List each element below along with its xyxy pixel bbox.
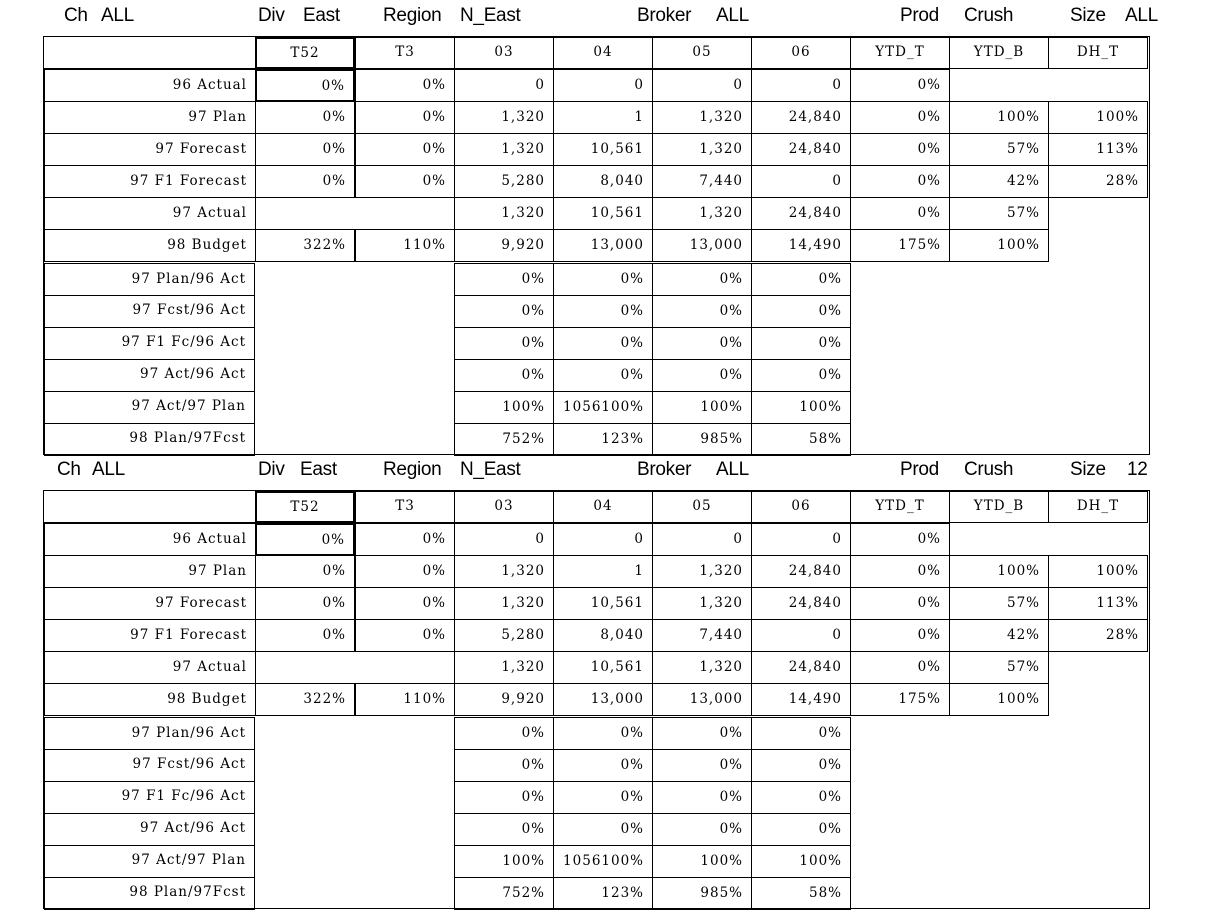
ratio-cell: 0% — [553, 359, 653, 392]
data-cell: 24,840 — [751, 651, 851, 684]
data-cell: 8,040 — [553, 619, 653, 652]
ratio-label: 97 F1 Fc/96 Act — [44, 781, 255, 814]
data-cell: 10,561 — [553, 651, 653, 684]
column-header-t3: T3 — [355, 37, 455, 69]
ratio-cell: 0% — [553, 327, 653, 360]
filter-label-3: Broker — [637, 5, 692, 26]
ratio-label: 97 Act/96 Act — [44, 359, 255, 392]
data-cell: 1,320 — [454, 197, 554, 230]
header-corner-cell — [44, 490, 256, 523]
data-cell: 0% — [355, 133, 455, 166]
ratio-cell: 0% — [751, 263, 851, 296]
data-cell: 42% — [949, 165, 1049, 198]
ratio-cell: 0% — [751, 749, 851, 782]
data-cell: 100% — [949, 683, 1049, 716]
filter-value-5: 12 — [1127, 459, 1148, 480]
data-cell: 0 — [454, 69, 554, 102]
data-cell: 8,040 — [553, 165, 653, 198]
data-cell: 0 — [553, 523, 653, 556]
data-cell: 42% — [949, 619, 1049, 652]
filter-label-0: Ch — [57, 459, 81, 480]
ratio-label: 98 Plan/97Fcst — [44, 877, 255, 910]
data-cell: 1,320 — [454, 555, 554, 588]
column-header-ytd_t: YTD_T — [850, 37, 950, 69]
data-cell: 24,840 — [751, 101, 851, 134]
row-label: 97 Actual — [44, 651, 256, 684]
data-cell: 0 — [751, 69, 851, 102]
data-cell: 1,320 — [652, 555, 752, 588]
filter-value-2: N_East — [460, 459, 521, 480]
filter-label-1: Div — [258, 459, 285, 480]
data-cell: 0% — [255, 555, 355, 588]
ratio-cell: 0% — [652, 295, 752, 328]
data-cell: 113% — [1048, 587, 1148, 620]
ratio-cell: 0% — [553, 717, 653, 750]
data-cell: 0% — [255, 101, 355, 134]
data-cell: 0% — [850, 133, 950, 166]
data-cell: 1,320 — [652, 587, 752, 620]
ratio-cell: 100% — [652, 845, 752, 878]
data-cell: 322% — [255, 683, 355, 716]
ratio-cell: 0% — [652, 717, 752, 750]
data-cell: 24,840 — [751, 197, 851, 230]
ratio-cell: 0% — [454, 781, 554, 814]
filter-value-0: ALL — [101, 5, 134, 26]
data-cell: 7,440 — [652, 165, 752, 198]
column-header-04: 04 — [553, 491, 653, 523]
data-cell: 0% — [355, 587, 455, 620]
ratio-cell: 0% — [652, 749, 752, 782]
data-cell: 100% — [949, 101, 1049, 134]
data-cell: 0 — [553, 69, 653, 102]
column-header-dh_t: DH_T — [1048, 491, 1148, 523]
filter-label-5: Size — [1070, 459, 1106, 480]
filter-label-3: Broker — [637, 459, 692, 480]
data-cell: 28% — [1048, 165, 1148, 198]
ratio-label: 98 Plan/97Fcst — [44, 423, 255, 456]
data-cell: 14,490 — [751, 229, 851, 262]
ratio-cell: 123% — [553, 423, 653, 456]
row-label: 97 F1 Forecast — [44, 619, 256, 652]
column-header-03: 03 — [454, 491, 554, 523]
row-label: 97 Actual — [44, 197, 256, 230]
ratio-label: 97 F1 Fc/96 Act — [44, 327, 255, 360]
data-cell: 113% — [1048, 133, 1148, 166]
ratio-cell: 0% — [553, 781, 653, 814]
column-header-t52: T52 — [255, 491, 355, 523]
filter-value-4: Crush — [964, 459, 1014, 480]
data-cell: 0% — [850, 523, 950, 556]
data-cell: 24,840 — [751, 555, 851, 588]
data-cell: 28% — [1048, 619, 1148, 652]
data-cell: 0 — [751, 619, 851, 652]
filter-value-3: ALL — [716, 5, 749, 26]
filter-label-1: Div — [258, 5, 285, 26]
row-label: 97 Plan — [44, 101, 256, 134]
data-cell: 57% — [949, 133, 1049, 166]
ratio-cell: 0% — [454, 263, 554, 296]
ratio-cell: 0% — [454, 813, 554, 846]
data-cell: 5,280 — [454, 619, 554, 652]
data-cell: 0% — [850, 101, 950, 134]
filter-label-0: Ch — [64, 5, 88, 26]
data-cell: 1,320 — [652, 101, 752, 134]
data-cell: 57% — [949, 651, 1049, 684]
ratio-cell: 0% — [454, 295, 554, 328]
data-cell: 9,920 — [454, 229, 554, 262]
ratio-cell: 0% — [553, 813, 653, 846]
column-header-04: 04 — [553, 37, 653, 69]
filter-value-3: ALL — [716, 459, 749, 480]
filter-label-2: Region — [383, 459, 442, 480]
ratio-cell: 0% — [553, 749, 653, 782]
data-cell: 0 — [751, 165, 851, 198]
ratio-cell: 0% — [652, 263, 752, 296]
data-cell: 10,561 — [553, 133, 653, 166]
data-cell: 0% — [255, 587, 355, 620]
filter-value-0: ALL — [92, 459, 125, 480]
ratio-cell: 100% — [751, 391, 851, 424]
ratio-cell: 100% — [454, 845, 554, 878]
ratio-cell: 1056100% — [553, 845, 653, 878]
column-header-03: 03 — [454, 37, 554, 69]
data-cell: 1,320 — [652, 197, 752, 230]
data-cell: 0 — [751, 523, 851, 556]
data-cell: 10,561 — [553, 587, 653, 620]
data-cell: 0% — [850, 69, 950, 102]
ratio-label: 97 Act/96 Act — [44, 813, 255, 846]
ratio-cell: 0% — [553, 263, 653, 296]
data-cell: 110% — [355, 229, 455, 262]
ratio-cell: 0% — [652, 359, 752, 392]
column-header-06: 06 — [751, 491, 851, 523]
ratio-cell: 0% — [454, 359, 554, 392]
data-cell: 0 — [454, 523, 554, 556]
data-cell: 0% — [355, 523, 455, 556]
ratio-cell: 100% — [751, 845, 851, 878]
data-cell: 1,320 — [652, 651, 752, 684]
row-label: 97 F1 Forecast — [44, 165, 256, 198]
data-cell: 13,000 — [652, 683, 752, 716]
ratio-cell: 100% — [652, 391, 752, 424]
column-header-dh_t: DH_T — [1048, 37, 1148, 69]
ratio-cell: 0% — [751, 781, 851, 814]
ratio-label: 97 Act/97 Plan — [44, 391, 255, 424]
ratio-label: 97 Fcst/96 Act — [44, 749, 255, 782]
filter-value-1: East — [303, 5, 340, 26]
filter-label-5: Size — [1070, 5, 1106, 26]
ratio-label: 97 Act/97 Plan — [44, 845, 255, 878]
data-cell: 1,320 — [454, 651, 554, 684]
data-cell: 0% — [255, 523, 355, 556]
filter-value-4: Crush — [964, 5, 1014, 26]
ratio-cell: 985% — [652, 423, 752, 456]
data-cell: 0% — [255, 69, 355, 102]
row-label: 96 Actual — [44, 69, 256, 102]
ratio-cell: 0% — [553, 295, 653, 328]
data-cell: 13,000 — [652, 229, 752, 262]
column-header-05: 05 — [652, 491, 752, 523]
data-cell: 0% — [850, 651, 950, 684]
ratio-cell: 0% — [652, 813, 752, 846]
filter-value-2: N_East — [460, 5, 521, 26]
data-cell: 0% — [850, 587, 950, 620]
row-label: 98 Budget — [44, 229, 256, 262]
ratio-cell: 985% — [652, 877, 752, 910]
data-cell: 57% — [949, 197, 1049, 230]
data-cell: 0% — [850, 619, 950, 652]
ratio-cell: 0% — [454, 749, 554, 782]
row-label: 97 Forecast — [44, 587, 256, 620]
data-cell: 0% — [355, 555, 455, 588]
data-cell: 10,561 — [553, 197, 653, 230]
ratio-cell: 0% — [652, 327, 752, 360]
data-cell: 1,320 — [454, 587, 554, 620]
data-cell: 0% — [850, 165, 950, 198]
column-header-05: 05 — [652, 37, 752, 69]
data-cell: 24,840 — [751, 133, 851, 166]
filter-label-2: Region — [383, 5, 442, 26]
column-header-ytd_b: YTD_B — [949, 491, 1049, 523]
ratio-cell: 58% — [751, 423, 851, 456]
data-cell: 100% — [1048, 555, 1148, 588]
column-header-ytd_t: YTD_T — [850, 491, 950, 523]
data-cell: 13,000 — [553, 683, 653, 716]
data-cell: 100% — [1048, 101, 1148, 134]
column-header-t52: T52 — [255, 37, 355, 69]
column-header-ytd_b: YTD_B — [949, 37, 1049, 69]
header-corner-cell — [44, 36, 256, 69]
ratio-cell: 0% — [751, 717, 851, 750]
row-label: 96 Actual — [44, 523, 256, 556]
ratio-cell: 752% — [454, 877, 554, 910]
ratio-cell: 1056100% — [553, 391, 653, 424]
data-cell: 175% — [850, 683, 950, 716]
data-cell: 0% — [255, 619, 355, 652]
data-cell: 5,280 — [454, 165, 554, 198]
row-label: 97 Plan — [44, 555, 256, 588]
ratio-label: 97 Plan/96 Act — [44, 263, 255, 296]
column-header-06: 06 — [751, 37, 851, 69]
data-cell: 110% — [355, 683, 455, 716]
data-cell: 322% — [255, 229, 355, 262]
data-cell: 0% — [355, 165, 455, 198]
data-cell: 1,320 — [652, 133, 752, 166]
data-cell: 14,490 — [751, 683, 851, 716]
ratio-cell: 0% — [751, 295, 851, 328]
ratio-cell: 123% — [553, 877, 653, 910]
data-cell: 57% — [949, 587, 1049, 620]
data-cell: 13,000 — [553, 229, 653, 262]
ratio-cell: 100% — [454, 391, 554, 424]
data-cell: 1 — [553, 555, 653, 588]
ratio-cell: 0% — [751, 327, 851, 360]
data-cell: 175% — [850, 229, 950, 262]
ratio-cell: 58% — [751, 877, 851, 910]
data-cell: 1,320 — [454, 133, 554, 166]
ratio-label: 97 Fcst/96 Act — [44, 295, 255, 328]
data-cell: 0% — [355, 69, 455, 102]
data-cell: 0 — [652, 523, 752, 556]
ratio-cell: 0% — [751, 813, 851, 846]
data-cell: 100% — [949, 229, 1049, 262]
data-cell: 100% — [949, 555, 1049, 588]
data-cell: 0% — [850, 555, 950, 588]
data-cell: 0 — [652, 69, 752, 102]
data-cell: 0% — [255, 133, 355, 166]
ratio-cell: 0% — [751, 359, 851, 392]
data-cell: 24,840 — [751, 587, 851, 620]
filter-label-4: Prod — [900, 5, 939, 26]
data-cell: 0% — [355, 101, 455, 134]
ratio-cell: 0% — [652, 781, 752, 814]
row-label: 98 Budget — [44, 683, 256, 716]
data-cell: 1 — [553, 101, 653, 134]
row-label: 97 Forecast — [44, 133, 256, 166]
data-cell: 0% — [255, 165, 355, 198]
data-cell: 0% — [850, 197, 950, 230]
filter-value-1: East — [300, 459, 337, 480]
data-cell: 0% — [355, 619, 455, 652]
data-cell: 9,920 — [454, 683, 554, 716]
data-cell: 7,440 — [652, 619, 752, 652]
ratio-cell: 0% — [454, 717, 554, 750]
ratio-cell: 752% — [454, 423, 554, 456]
filter-value-5: ALL — [1125, 5, 1158, 26]
data-cell: 1,320 — [454, 101, 554, 134]
ratio-cell: 0% — [454, 327, 554, 360]
column-header-t3: T3 — [355, 491, 455, 523]
ratio-label: 97 Plan/96 Act — [44, 717, 255, 750]
filter-label-4: Prod — [900, 459, 939, 480]
